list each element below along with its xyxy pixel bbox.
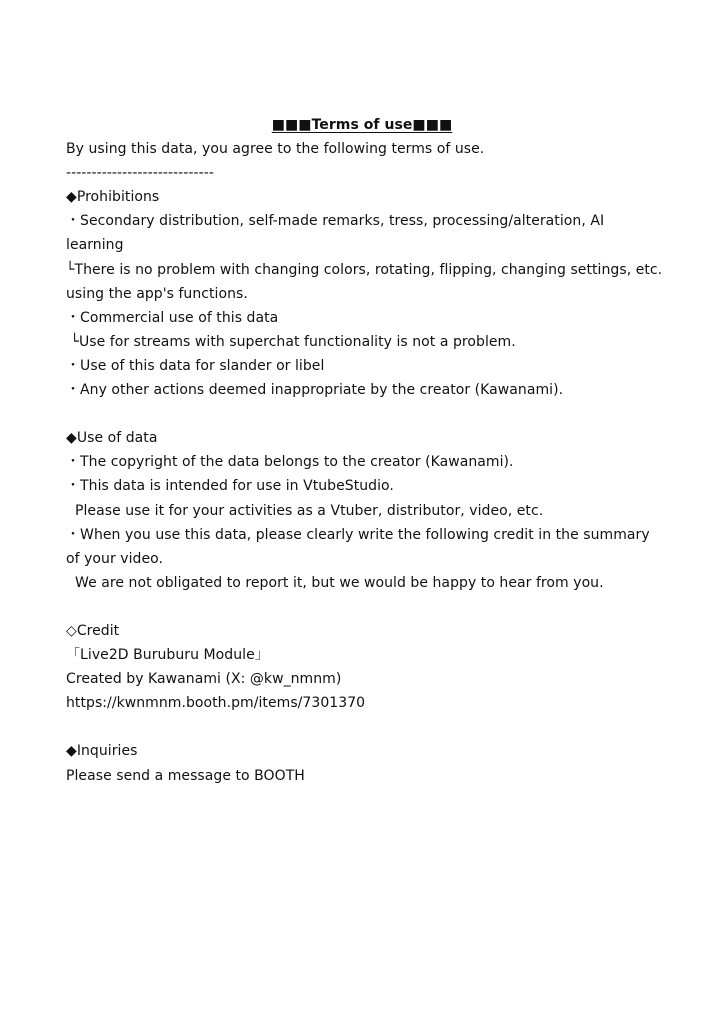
use-of-data-item-3-note: We are not obligated to report it, but we would be happy to hear from you. (66, 574, 604, 591)
use-of-data-item-2: ・This data is intended for use in VtubeStudio. (66, 478, 394, 495)
prohibition-item-1-note: └There is no problem with changing colors, rotating, flipping, changing settings, etc. using the app's functions. (66, 261, 663, 302)
prohibitions-heading: ◆Prohibitions (66, 189, 160, 206)
intro-text: By using this data, you agree to the following terms of use. (66, 141, 485, 158)
credit-author: Created by Kawanami (X: @kw_nmnm) (66, 671, 342, 688)
prohibition-item-2: ・Commercial use of this data (66, 309, 279, 326)
use-of-data-item-1: ・The copyright of the data belongs to the creator (Kawanami). (66, 454, 514, 471)
spacer (66, 595, 666, 619)
document-title-text: ■■■Terms of use■■■ (271, 117, 453, 133)
credit-heading: ◇Credit (66, 622, 120, 639)
prohibition-item-3: ・Use of this data for slander or libel (66, 357, 325, 374)
use-of-data-heading: ◆Use of data (66, 430, 158, 447)
inquiries-heading: ◆Inquiries (66, 743, 138, 760)
document-body (66, 113, 666, 788)
divider-line: ----------------------------- (66, 165, 214, 182)
prohibition-item-2-note: └Use for streams with superchat functionality is not a problem. (66, 333, 516, 350)
credit-url: https://kwnmnm.booth.pm/items/7301370 (66, 695, 366, 712)
document-title (66, 113, 658, 137)
prohibition-item-1: ・Secondary distribution, self-made remarks, tress, processing/alteration, AI learning (66, 213, 605, 254)
use-of-data-item-3: ・When you use this data, please clearly write the following credit in the summary of your video. (66, 526, 650, 567)
prohibition-item-4: ・Any other actions deemed inappropriate by the creator (Kawanami). (66, 382, 564, 399)
use-of-data-item-2-note: Please use it for your activities as a Vtuber, distributor, video, etc. (66, 502, 544, 519)
spacer (66, 402, 666, 426)
credit-name: 「Live2D Buruburu Module」 (66, 647, 269, 664)
inquiries-text: Please send a message to BOOTH (66, 767, 305, 784)
spacer (66, 715, 666, 739)
